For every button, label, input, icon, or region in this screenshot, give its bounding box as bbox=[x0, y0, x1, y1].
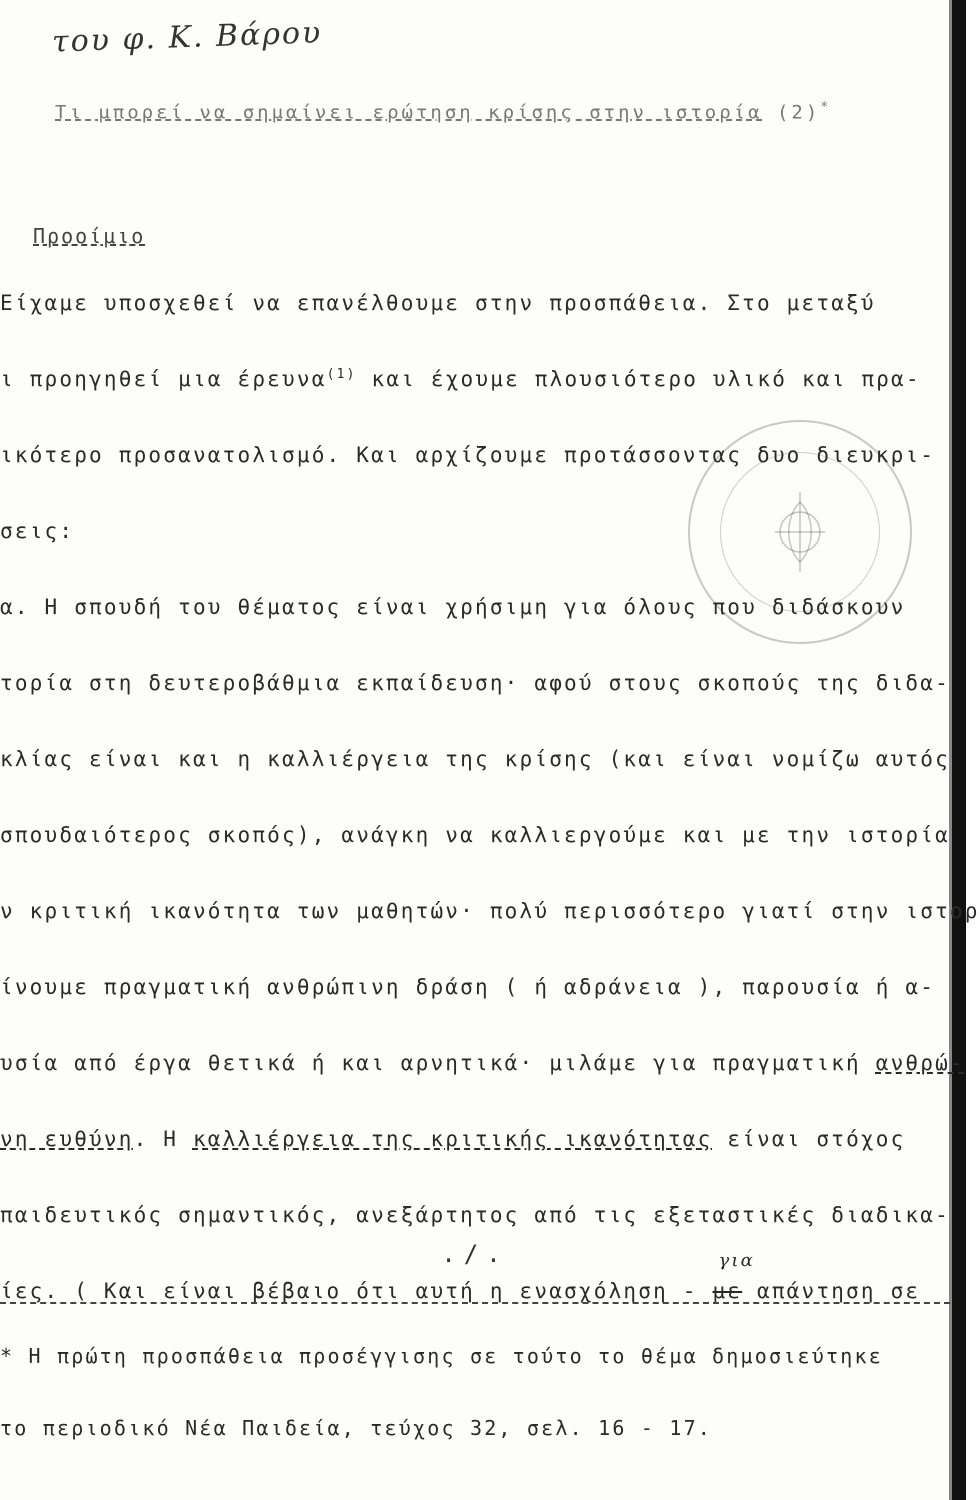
text-line bbox=[0, 341, 950, 417]
line-text: Είχαμε υποσχεθεί να επανέλθουμε στην προσπάθεια. Στο μεταξύ bbox=[0, 291, 876, 315]
line-text: ικότερο προσανατολισμό. Και αρχίζουμε προτάσσοντας δυο διευκρι- bbox=[0, 443, 936, 467]
underlined-text: καλλιέργεια της κριτικής ικανότητας bbox=[192, 1127, 713, 1151]
text-line bbox=[0, 569, 950, 645]
footnote-line: το περιοδικό Νέα Παιδεία, τεύχος 32, σελ. 16 - 17. bbox=[0, 1416, 713, 1440]
title-text: Τι μπορεί να σημαίνει ερώτηση κρίσης στην ιστορία bbox=[55, 101, 763, 124]
underlined-text: νη ευθύνη bbox=[0, 1127, 134, 1151]
title-asterisk: * bbox=[820, 100, 832, 115]
handwritten-note: του φ. Κ. Βάρου bbox=[51, 15, 323, 60]
text-line bbox=[0, 721, 950, 797]
footnote bbox=[0, 1320, 950, 1464]
document-body bbox=[0, 265, 980, 1329]
text-line bbox=[0, 417, 950, 493]
line-text: σεις: bbox=[0, 519, 75, 543]
line-text: παιδευτικός σημαντικός, ανεξάρτητος από τις εξεταστικές διαδικα- bbox=[0, 1203, 950, 1227]
text-line bbox=[0, 1101, 950, 1177]
document-title bbox=[55, 100, 832, 124]
text-line bbox=[0, 645, 950, 721]
line-text: . Η bbox=[133, 1127, 193, 1151]
section-heading: Προοίμιο bbox=[33, 224, 146, 248]
line-text: τορία στη δευτεροβάθμια εκπαίδευση· αφού στους σκοπούς της διδα- bbox=[0, 671, 950, 695]
struck-word: με bbox=[712, 1279, 743, 1303]
line-text: είναι στόχος bbox=[712, 1127, 906, 1151]
line-text: και έχουμε πλουσιότερο υλικό και πρα- bbox=[356, 367, 921, 391]
footnote-reference: (1) bbox=[326, 367, 357, 382]
line-text: ίες. ( Και είναι βέβαιο ότι αυτή η ενασχόληση - bbox=[0, 1279, 713, 1303]
binder-edge bbox=[952, 0, 966, 1500]
text-line bbox=[0, 493, 950, 569]
text-line bbox=[0, 797, 950, 873]
line-text: ίνουμε πραγματική ανθρώπινη δράση ( ή αδράνεια ), παρουσία ή α- bbox=[0, 975, 936, 999]
continuation-mark: ./. bbox=[441, 1240, 509, 1268]
text-line bbox=[0, 265, 950, 341]
text-line bbox=[0, 873, 980, 949]
line-text: υσία από έργα θετικά ή και αρνητικά· μιλάμε για πραγματική bbox=[0, 1051, 876, 1075]
title-number: (2) bbox=[776, 101, 821, 124]
footnote-divider bbox=[0, 1302, 950, 1304]
line-text: α. Η σπουδή του θέματος είναι χρήσιμη για όλους που διδάσκουν bbox=[0, 595, 906, 619]
line-text: σπουδαιότερος σκοπός), ανάγκη να καλλιεργούμε και με την ιστορία bbox=[0, 823, 950, 847]
footnote-line: * Η πρώτη προσπάθεια προσέγγισης σε τούτο το θέμα δημοσιεύτηκε bbox=[0, 1344, 883, 1368]
text-line bbox=[0, 949, 950, 1025]
inserted-word: για bbox=[718, 1250, 756, 1271]
line-text: ν κριτική ικανότητα των μαθητών· πολύ περισσότερο γιατί στην ιστορ bbox=[0, 899, 980, 923]
line-text: κλίας είναι και η καλλιέργεια της κρίσης (και είναι νομίζω αυτός bbox=[0, 747, 950, 771]
line-text: απάντηση σε bbox=[742, 1279, 921, 1303]
underlined-text: ανθρώ- bbox=[875, 1051, 965, 1075]
text-line bbox=[0, 1025, 965, 1101]
line-text: ι προηγηθεί μια έρευνα bbox=[0, 367, 327, 391]
